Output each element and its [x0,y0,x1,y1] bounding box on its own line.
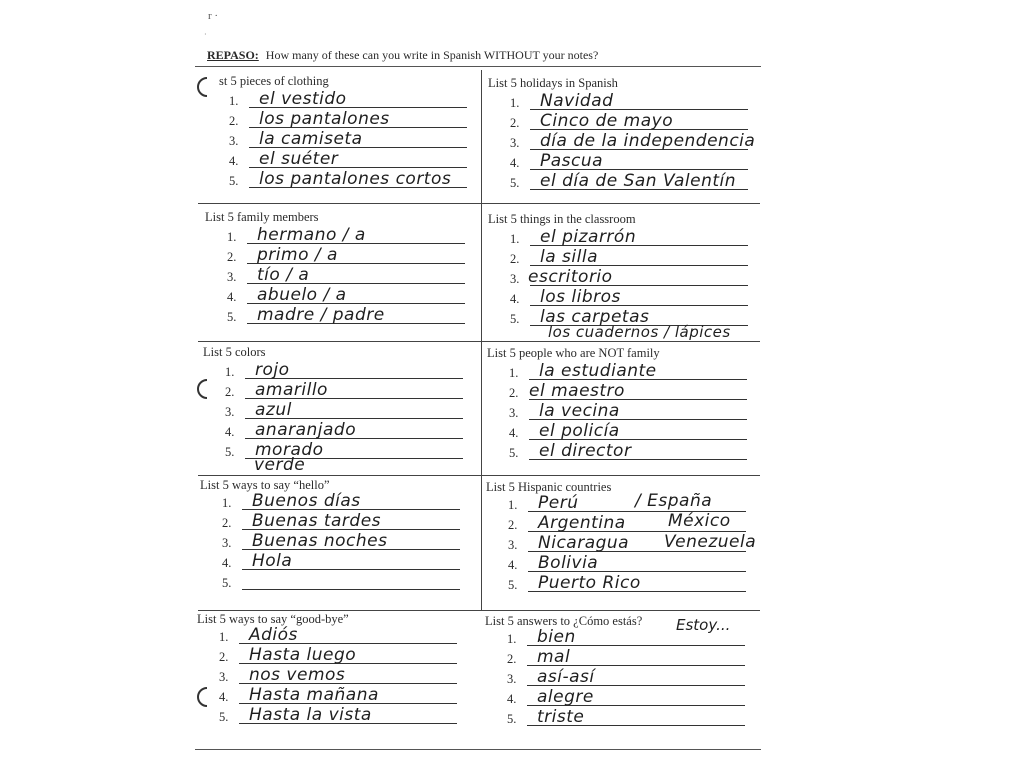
list-item [486,574,756,594]
answer-text: amarillo [255,380,328,400]
list-item [487,382,757,402]
list-item [197,706,467,726]
section-title: List 5 ways to say “hello” [200,478,330,492]
item-number: 1. [225,365,235,379]
section-title: List 5 people who are NOT family [487,346,660,360]
list-item [203,381,473,401]
item-number: 1. [222,496,232,510]
answer-text: nos vemos [249,665,346,685]
answer-text: Cinco de mayo [540,111,674,131]
item-number: 4. [219,690,229,704]
item-number: 4. [229,154,239,168]
list-item [207,150,477,170]
answer-text: tío / a [257,265,310,285]
item-number: 5. [510,312,520,326]
list-item [488,132,758,152]
item-number: 2. [510,116,520,130]
answer-text: Adiós [249,625,298,645]
list-item [205,226,475,246]
list-item [197,626,467,646]
section-people [487,346,757,476]
answer-text: madre / padre [257,305,385,325]
answer-text: el suéter [259,149,339,169]
answer-text: Buenos días [252,491,361,511]
answer-text: Puerto Rico [538,573,641,593]
section-title: List 5 family members [205,210,319,224]
list-item [488,112,758,132]
item-number: 4. [508,558,518,572]
answer-text: Bolivia [538,553,599,573]
list-item [485,648,755,668]
answer-text: los pantalones cortos [259,169,452,189]
section-title: List 5 ways to say “good-bye” [197,612,349,626]
answer-text: la silla [540,247,598,267]
list-item [207,110,477,130]
answer-text: la vecina [539,401,620,421]
list-item [487,422,757,442]
list-item [487,402,757,422]
item-number: 2. [219,650,229,664]
section-title: List 5 colors [203,345,266,359]
item-number: 5. [225,445,235,459]
item-number: 3. [229,134,239,148]
answer-text: mal [537,647,571,667]
item-number: 2. [507,652,517,666]
list-item [203,421,473,441]
item-number: 4. [509,426,519,440]
item-number: 3. [508,538,518,552]
list-item [205,266,475,286]
section-colors [203,345,473,475]
answer-text: el maestro [529,381,625,401]
row-divider-4 [198,610,760,611]
section-title: st 5 pieces of clothing [219,74,329,88]
answer-text: Hola [252,551,293,571]
item-number: 1. [507,632,517,646]
stray-mark-small: · [204,30,207,39]
section-holidays [488,76,758,206]
section-title: List 5 Hispanic countries [486,480,612,494]
answer-line [242,589,460,590]
answer-text: primo / a [257,245,338,265]
list-item [207,130,477,150]
handwritten-note: Estoy... [676,616,731,634]
item-number: 5. [510,176,520,190]
answer-text: el pizarrón [540,227,637,247]
answer-text: azul [255,400,292,420]
item-number: 2. [225,385,235,399]
item-number: 3. [227,270,237,284]
item-number: 3. [509,406,519,420]
answer-text: los libros [540,287,621,307]
answer-text: el vestido [259,89,347,109]
answer-text: el policía [539,421,620,441]
item-number: 4. [225,425,235,439]
answer-text: Hasta luego [249,645,357,665]
item-number: 1. [229,94,239,108]
list-item [200,512,470,532]
list-item [207,170,477,190]
list-item [485,688,755,708]
list-item [488,268,758,288]
item-number: 5. [509,446,519,460]
list-item [485,708,755,728]
list-item [200,572,470,592]
item-number: 3. [507,672,517,686]
item-number: 2. [229,114,239,128]
answer-text: bien [537,627,576,647]
answer-text: la estudiante [539,361,657,381]
item-number: 4. [510,292,520,306]
section-title: List 5 holidays in Spanish [488,76,618,90]
item-number: 5. [227,310,237,324]
item-number: 5. [219,710,229,724]
list-item [205,246,475,266]
section-title: List 5 answers to ¿Cómo estás? [485,614,643,628]
answer-text: así-así [537,667,595,687]
answer-text: los pantalones [259,109,390,129]
item-number: 1. [227,230,237,244]
item-number: 3. [219,670,229,684]
list-item [203,361,473,381]
answer-text: las carpetas [540,307,650,327]
list-item [487,442,757,462]
extra-country: / España [635,491,713,511]
answer-text: Hasta mañana [249,685,379,705]
answer-text: hermano / a [257,225,366,245]
item-number: 1. [510,96,520,110]
answer-text: triste [537,707,585,727]
list-item [197,686,467,706]
answer-text: día de la independencia [540,131,756,151]
list-item [488,152,758,172]
section-family [205,210,475,340]
extra-country: México [668,511,731,531]
item-number: 3. [225,405,235,419]
section-title: List 5 things in the classroom [488,212,636,226]
list-item [488,288,758,308]
answer-text: el director [539,441,632,461]
header-question: How many of these can you write in Spanish WITHOUT your notes? [265,48,599,62]
item-number: 3. [222,536,232,550]
answer-text: abuelo / a [257,285,347,305]
item-number: 3. [510,136,520,150]
item-number: 3. [510,272,520,286]
item-number: 2. [222,516,232,530]
list-item [197,646,467,666]
list-item [205,286,475,306]
list-item [200,552,470,572]
item-number: 4. [222,556,232,570]
answer-text: Perú [538,493,579,513]
item-number: 5. [222,576,232,590]
answer-text: anaranjado [255,420,357,440]
column-divider [481,70,482,610]
item-number: 2. [227,250,237,264]
stray-mark: r · [208,10,219,22]
answer-text: morado [255,440,324,460]
answer-text: Navidad [540,91,614,111]
answer-text: el día de San Valentín [540,171,737,191]
answer-text: rojo [255,360,290,380]
item-number: 1. [510,232,520,246]
extra-country: Venezuela [664,532,757,552]
item-number: 5. [508,578,518,592]
section-hello [200,478,470,608]
list-item [485,668,755,688]
list-item [203,441,473,461]
list-item [203,401,473,421]
answer-text: Nicaragua [538,533,630,553]
list-item [488,172,758,192]
answer-text: Pascua [540,151,604,171]
list-item [197,666,467,686]
item-number: 5. [229,174,239,188]
answer-text: Buenas tardes [252,511,382,531]
list-item [486,554,756,574]
extra-answer: verde [254,455,306,475]
extra-answer: los cuadernos / lápices [548,323,731,341]
answer-text: Hasta la vista [249,705,372,725]
item-number: 1. [219,630,229,644]
list-item [200,492,470,512]
item-number: 1. [508,498,518,512]
list-item [207,90,477,110]
item-number: 1. [509,366,519,380]
list-item [487,362,757,382]
item-number: 4. [227,290,237,304]
section-goodbye [197,612,467,742]
item-number: 2. [510,252,520,266]
item-number: 4. [507,692,517,706]
item-number: 2. [509,386,519,400]
answer-text: Argentina [538,513,626,533]
list-item [488,228,758,248]
answer-text: la camiseta [259,129,363,149]
list-item [488,248,758,268]
list-item [488,92,758,112]
header-label: REPASO: [207,48,259,62]
worksheet-header [207,48,598,63]
answer-text: escritorio [528,267,613,287]
list-item [200,532,470,552]
section-clothing [207,74,477,204]
answer-text: Buenas noches [252,531,388,551]
item-number: 5. [507,712,517,726]
item-number: 4. [510,156,520,170]
item-number: 2. [508,518,518,532]
answer-text: alegre [537,687,594,707]
list-item [205,306,475,326]
